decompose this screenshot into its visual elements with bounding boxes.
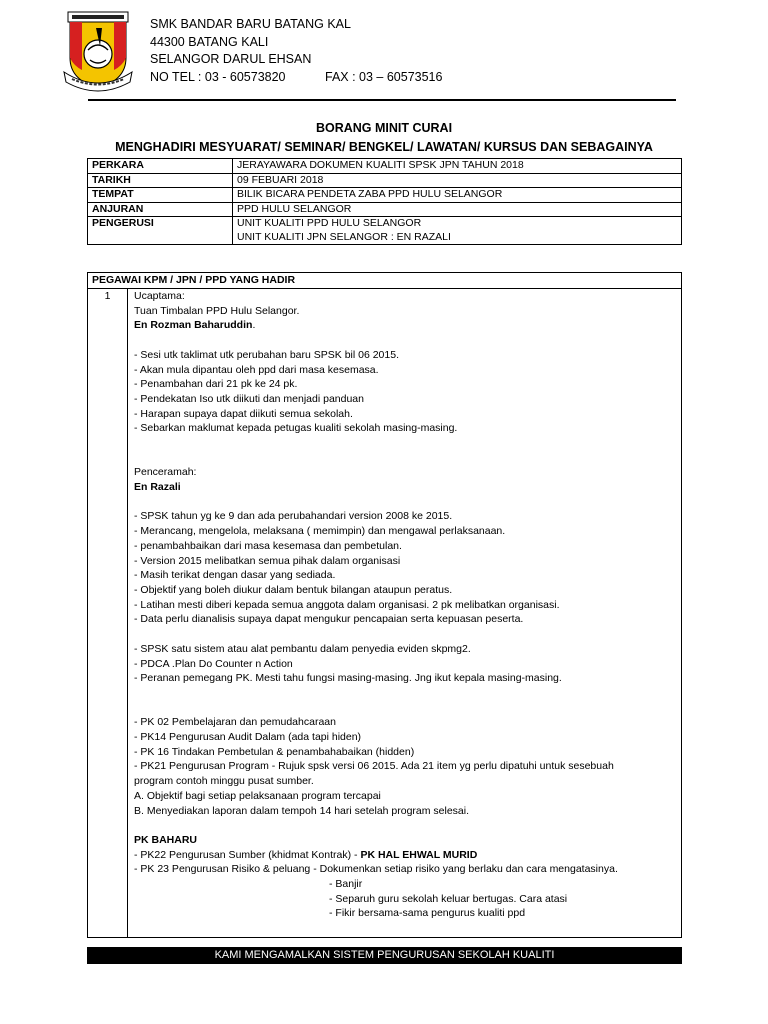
- line-text: - Masih terikat dengan dasar yang sediada.: [134, 569, 336, 582]
- info-label: PENGERUSI: [88, 217, 233, 245]
- line-text: - PK14 Pengurusan Audit Dalam (ada tapi hiden): [134, 730, 362, 743]
- line-text: Ucaptama:: [134, 290, 185, 302]
- line-text: PK BAHARU: [134, 833, 197, 846]
- line-bold-suffix: PK HAL EHWAL MURID: [360, 848, 478, 861]
- footer-banner: KAMI MENGAMALKAN SISTEM PENGURUSAN SEKOLAH KUALITI: [87, 947, 682, 964]
- minutes-line: [134, 804, 679, 819]
- minutes-line: [134, 848, 679, 863]
- minutes-line: [134, 715, 679, 730]
- letterhead: [62, 10, 682, 102]
- line-suffix: .: [252, 319, 256, 332]
- minutes-line: [134, 833, 679, 848]
- info-value-line: UNIT KUALITI JPN SELANGOR : EN RAZALI: [237, 230, 451, 243]
- info-value: [233, 159, 682, 174]
- info-row: [88, 173, 682, 188]
- minutes-line: [134, 421, 679, 436]
- line-text: - Separuh guru sekolah keluar bertugas. Cara atasi: [329, 892, 568, 905]
- minutes-line: [134, 759, 679, 774]
- minutes-line: [134, 642, 679, 657]
- line-text: - Latihan mesti diberi kepada semua anggota dalam organisasi. 2 pk melibatkan organisasi.: [134, 598, 560, 611]
- minutes-line: [134, 554, 679, 569]
- info-label: ANJURAN: [88, 202, 233, 217]
- info-row: [88, 217, 682, 245]
- contact-row: [150, 69, 443, 87]
- minutes-line: [134, 333, 679, 348]
- line-text: - PK 02 Pembelajaran dan pemudahcaraan: [134, 716, 336, 729]
- minutes-line: [134, 583, 679, 598]
- minutes-line: [134, 892, 679, 907]
- minutes-line: [134, 436, 679, 451]
- line-text: - penambahbaikan dari masa kesemasa dan pembetulan.: [134, 539, 402, 552]
- info-value-line: UNIT KUALITI PPD HULU SELANGOR: [237, 217, 422, 229]
- info-label: PERKARA: [88, 159, 233, 174]
- minutes-line: [134, 451, 679, 466]
- minutes-line: [134, 318, 679, 333]
- info-value-line: PPD HULU SELANGOR: [237, 202, 352, 215]
- line-text: B. Menyediakan laporan dalam tempoh 14 hari setelah program selesai.: [134, 804, 470, 817]
- info-value: [233, 217, 682, 245]
- minutes-line: [134, 524, 679, 539]
- info-value-line: BILIK BICARA PENDETA ZABA PPD HULU SELANGOR: [237, 188, 503, 200]
- minutes-line: [134, 657, 679, 672]
- minutes-line: [134, 392, 679, 407]
- minutes-line: [134, 701, 679, 716]
- minutes-line: [134, 539, 679, 554]
- minutes-line: [134, 612, 679, 627]
- minutes-line: [134, 745, 679, 760]
- telephone: NO TEL : 03 - 60573820: [150, 69, 286, 84]
- item-number: 1: [104, 290, 111, 302]
- minutes-line: [134, 730, 679, 745]
- line-text: - Akan mula dipantau oleh ppd dari masa kesemasa.: [134, 363, 379, 376]
- minutes-line: [134, 407, 679, 422]
- line-text: - Peranan pemegang PK. Mesti tahu fungsi masing-masing. Jng ikut kepala masing-masing.: [134, 672, 562, 685]
- address-line: 44300 BATANG KALI: [150, 34, 269, 49]
- minutes-line: [134, 686, 679, 701]
- info-row: [88, 202, 682, 217]
- address-line: SELANGOR DARUL EHSAN: [150, 52, 312, 66]
- line-text: - SPSK tahun yg ke 9 dan ada perubahandari version 2008 ke 2015.: [134, 510, 453, 523]
- line-text: - Objektif yang boleh diukur dalam bentuk bilangan ataupun peratus.: [134, 584, 453, 596]
- line-text: - PK 23 Pengurusan Risiko & peluang - Dokumenkan setiap risiko yang berlaku dan cara mengatasinya.: [134, 863, 618, 876]
- line-text: - Sesi utk taklimat utk perubahan baru SPSK bil 06 2015.: [134, 348, 399, 361]
- info-value-line: JERAYAWARA DOKUMEN KUALITI SPSK JPN TAHUN 2018: [237, 159, 524, 171]
- info-row: [88, 188, 682, 203]
- line-text: En Rozman Baharuddin: [134, 319, 253, 332]
- info-value: [233, 188, 682, 203]
- minutes-line: [134, 377, 679, 392]
- minutes-line: [134, 568, 679, 583]
- line-text: program contoh minggu pusat sumber.: [134, 775, 314, 788]
- line-text: - Banjir: [329, 878, 363, 890]
- school-address: [150, 16, 443, 86]
- info-value-line: 09 FEBUARI 2018: [237, 173, 324, 186]
- minutes-line: [134, 862, 679, 877]
- line-text: En Razali: [134, 481, 181, 494]
- minutes-line: [134, 906, 679, 921]
- header-divider: [88, 99, 676, 101]
- minutes-line: [134, 363, 679, 378]
- minutes-content: [134, 289, 679, 921]
- minutes-line: [134, 877, 679, 892]
- line-text: - Harapan supaya dapat diikuti semua sekolah.: [134, 407, 353, 420]
- school-name: SMK BANDAR BARU BATANG KAL: [150, 17, 351, 31]
- line-text: - Data perlu dianalisis supaya dapat mengukur pencapaian serta kepuasan peserta.: [134, 613, 524, 626]
- info-label: TEMPAT: [88, 188, 233, 203]
- column-divider: [127, 289, 128, 937]
- form-title: BORANG MINIT CURAI: [315, 121, 453, 135]
- line-text: - PK21 Pengurusan Program - Rujuk spsk versi 06 2015. Ada 21 item yg perlu dipatuhi untuk sesebuah: [134, 760, 614, 773]
- minutes-line: [134, 289, 679, 304]
- minutes-line: [134, 789, 679, 804]
- line-text: - PK 16 Tindakan Pembetulan & penambahabaikan (hidden): [134, 745, 415, 758]
- minutes-line: [134, 509, 679, 524]
- info-table: [87, 158, 682, 245]
- line-text: - Penambahan dari 21 pk ke 24 pk.: [134, 378, 298, 391]
- line-text: - PDCA .Plan Do Counter n Action: [134, 657, 293, 670]
- line-text: A. Objektif bagi setiap pelaksanaan program tercapai: [134, 789, 381, 802]
- line-text: - Version 2015 melibatkan semua pihak dalam organisasi: [134, 554, 401, 567]
- line-text: - Sebarkan maklumat kepada petugas kualiti sekolah masing-masing.: [134, 422, 458, 435]
- line-text: - SPSK satu sistem atau alat pembantu dalam penyedia eviden skpmg2.: [134, 642, 471, 655]
- info-row: [88, 159, 682, 174]
- line-text: - PK22 Pengurusan Sumber (khidmat Kontrak) -: [134, 848, 361, 861]
- info-label: TARIKH: [88, 173, 233, 188]
- info-value: [233, 202, 682, 217]
- minutes-line: [134, 774, 679, 789]
- minutes-line: [134, 818, 679, 833]
- line-text: - Pendekatan Iso utk diikuti dan menjadi panduan: [134, 392, 364, 405]
- minutes-line: [134, 465, 679, 480]
- minutes-line: [134, 598, 679, 613]
- minutes-line: [134, 348, 679, 363]
- minutes-line: [134, 480, 679, 495]
- minutes-line: [134, 304, 679, 319]
- line-text: - Merancang, mengelola, melaksana ( memimpin) dan mengawal perlaksanaan.: [134, 525, 506, 538]
- minutes-line: [134, 627, 679, 642]
- section-header: PEGAWAI KPM / JPN / PPD YANG HADIR: [88, 273, 681, 289]
- form-subtitle: MENGHADIRI MESYUARAT/ SEMINAR/ BENGKEL/ LAWATAN/ KURSUS DAN SEBAGAINYA: [115, 140, 653, 154]
- minutes-table: [87, 272, 682, 938]
- minutes-line: [134, 495, 679, 510]
- line-text: - Fikir bersama-sama pengurus kualiti ppd: [329, 907, 526, 920]
- minutes-line: [134, 671, 679, 686]
- fax: FAX : 03 – 60573516: [325, 69, 443, 84]
- line-text: Penceramah:: [134, 466, 197, 479]
- info-value: [233, 173, 682, 188]
- school-crest-logo: [62, 10, 134, 92]
- line-text: Tuan Timbalan PPD Hulu Selangor.: [134, 304, 300, 317]
